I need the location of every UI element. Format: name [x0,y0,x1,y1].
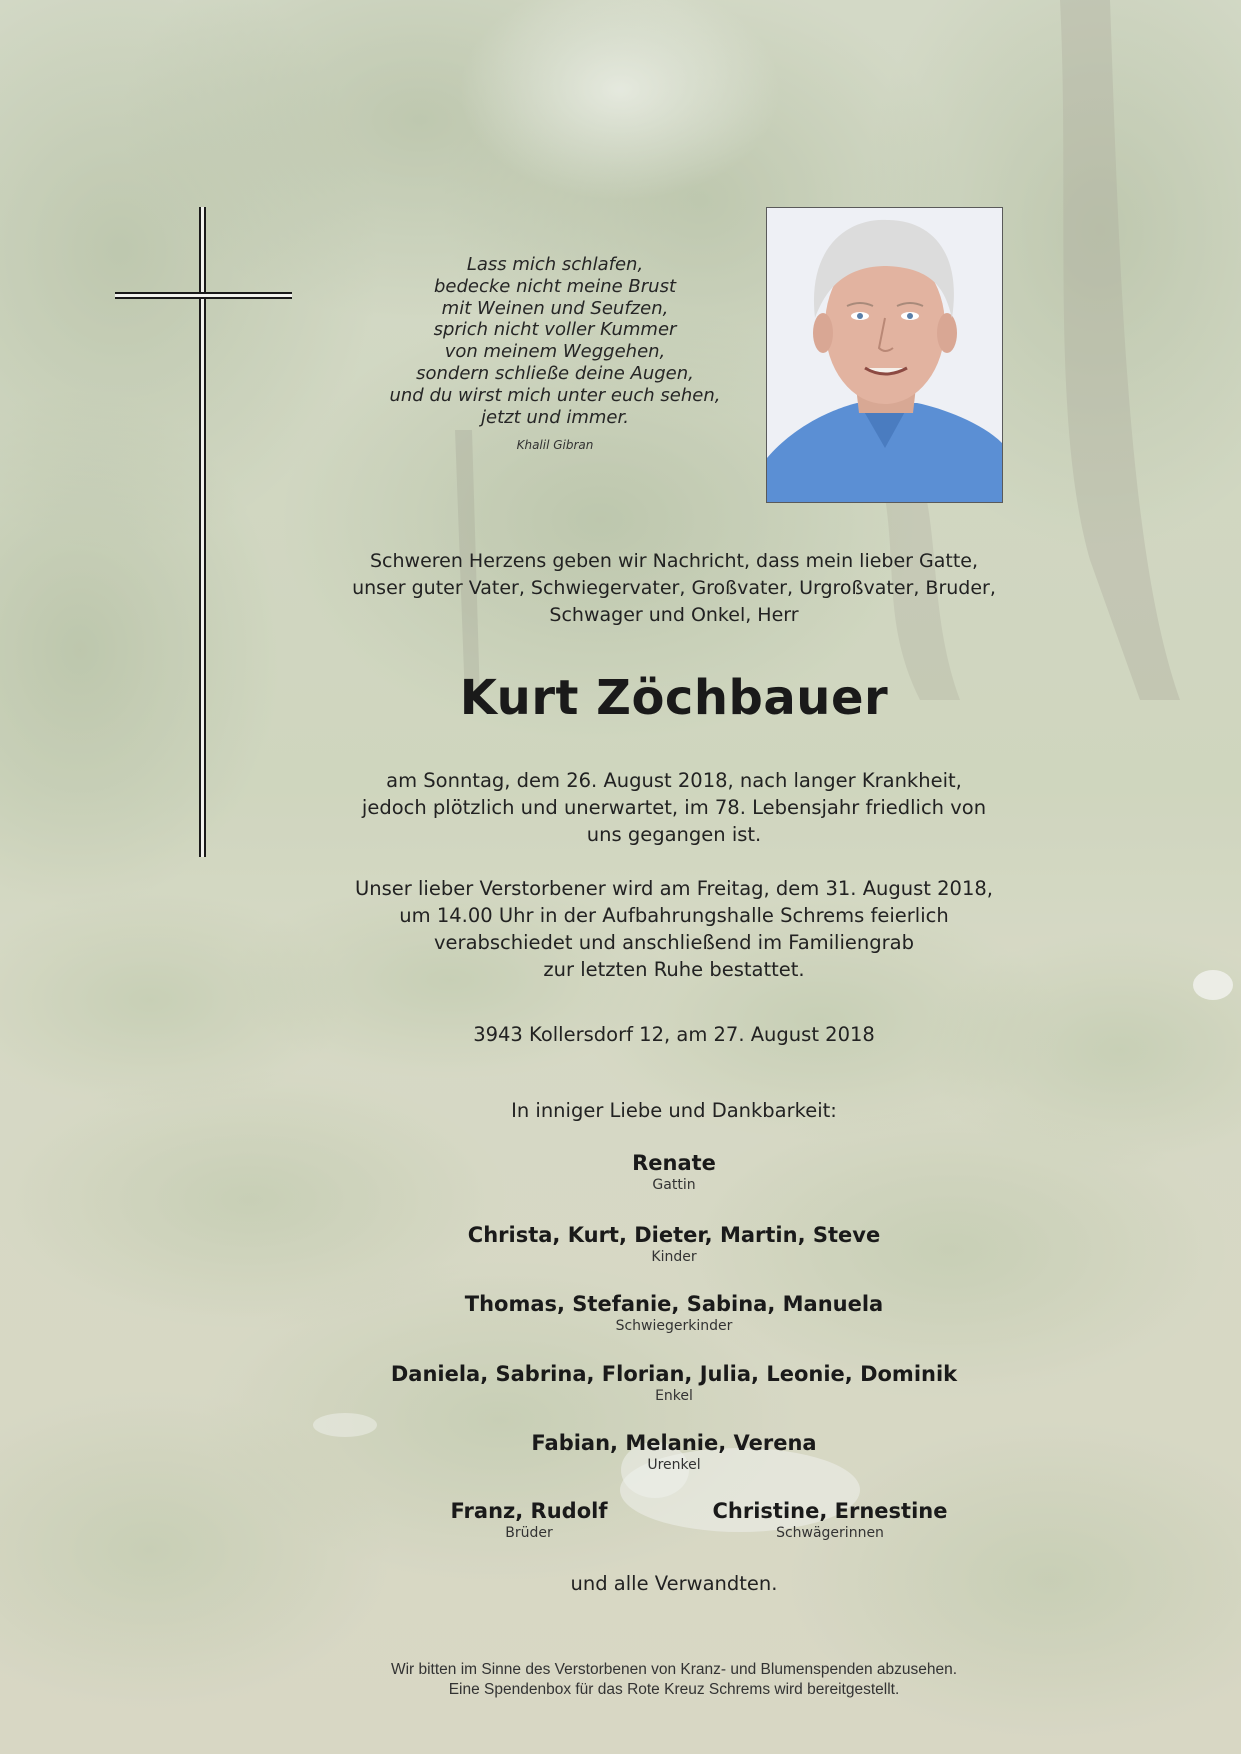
portrait-illustration [767,208,1002,502]
intro-line: Schwager und Onkel, Herr [549,604,799,626]
deceased-name: Kurt Zöchbauer [459,670,889,726]
poem-line: und du wirst mich unter euch sehen, [389,384,721,406]
mourner-group [340,1291,1008,1335]
mourner-role: Kinder [651,1249,697,1265]
mourner-group-sisters-in-law [685,1498,975,1542]
mourner-role: Schwiegerkinder [615,1318,733,1334]
mourner-names: Christine, Ernestine [712,1499,948,1523]
mourner-group [340,1361,1008,1405]
note-line: Wir bitten im Sinne des Verstorbenen von Kranz- und Blumenspenden abzusehen. [390,1661,958,1678]
mourner-role: Urenkel [647,1457,701,1473]
funeral-line: verabschiedet und anschließend im Familiengrab [434,931,914,954]
poem-line: mit Weinen und Seufzen, [441,297,669,319]
funeral-line: um 14.00 Uhr in der Aufbahrungshalle Schrems feierlich [399,904,949,927]
death-line: am Sonntag, dem 26. August 2018, nach langer Krankheit, [386,769,962,792]
funeral-line: Unser lieber Verstorbener wird am Freitag, dem 31. August 2018, [355,877,993,900]
death-line: jedoch plötzlich und unerwartet, im 78. Lebensjahr friedlich von [361,796,987,819]
poem-line: bedecke nicht meine Brust [433,275,676,297]
poem-author: Khalil Gibran [516,438,594,453]
announcement-intro [340,548,1008,629]
cross-vertical-bar [199,207,206,857]
funeral-paragraph [340,875,1008,983]
note-line: Eine Spendenbox für das Rote Kreuz Schrems wird bereitgestellt. [448,1681,900,1698]
poem-line: Lass mich schlafen, [466,254,644,275]
mourner-names: Christa, Kurt, Dieter, Martin, Steve [467,1223,881,1247]
poem-line: sondern schließe deine Augen, [416,362,694,384]
intro-line: Schweren Herzens geben wir Nachricht, dass mein lieber Gatte, [369,550,979,572]
mourner-group-brothers [409,1498,649,1542]
place-date: 3943 Kollersdorf 12, am 27. August 2018 [473,1023,875,1046]
mourner-role: Enkel [655,1388,693,1404]
death-paragraph [340,767,1008,848]
cross-center [201,294,204,297]
poem-line: von meinem Weggehen, [444,341,666,363]
mourner-group [340,1222,1008,1266]
intro-line: unser guter Vater, Schwiegervater, Großvater, Urgroßvater, Bruder, [352,577,996,599]
mourner-names: Franz, Rudolf [450,1499,608,1523]
poem-line: jetzt und immer. [481,406,629,428]
portrait-photo [766,207,1003,503]
mourners-heading: In inniger Liebe und Dankbarkeit: [511,1099,837,1122]
mourner-role: Gattin [652,1177,696,1193]
mourner-group [340,1430,1008,1474]
death-line: uns gegangen ist. [586,823,762,846]
poem-block [355,254,755,452]
donation-note [300,1660,1048,1700]
mourner-names: Fabian, Melanie, Verena [531,1431,817,1455]
poem-line: sprich nicht voller Kummer [433,319,677,341]
mourner-names: Renate [632,1151,716,1175]
mourner-names: Daniela, Sabrina, Florian, Julia, Leonie, Dominik [390,1362,958,1386]
funeral-line: zur letzten Ruhe bestattet. [543,958,805,981]
relatives-line: und alle Verwandten. [570,1572,778,1595]
mourner-role: Schwägerinnen [776,1525,884,1541]
mourner-group [340,1150,1008,1194]
mourner-names: Thomas, Stefanie, Sabina, Manuela [464,1292,884,1316]
mourner-role: Brüder [505,1525,553,1541]
